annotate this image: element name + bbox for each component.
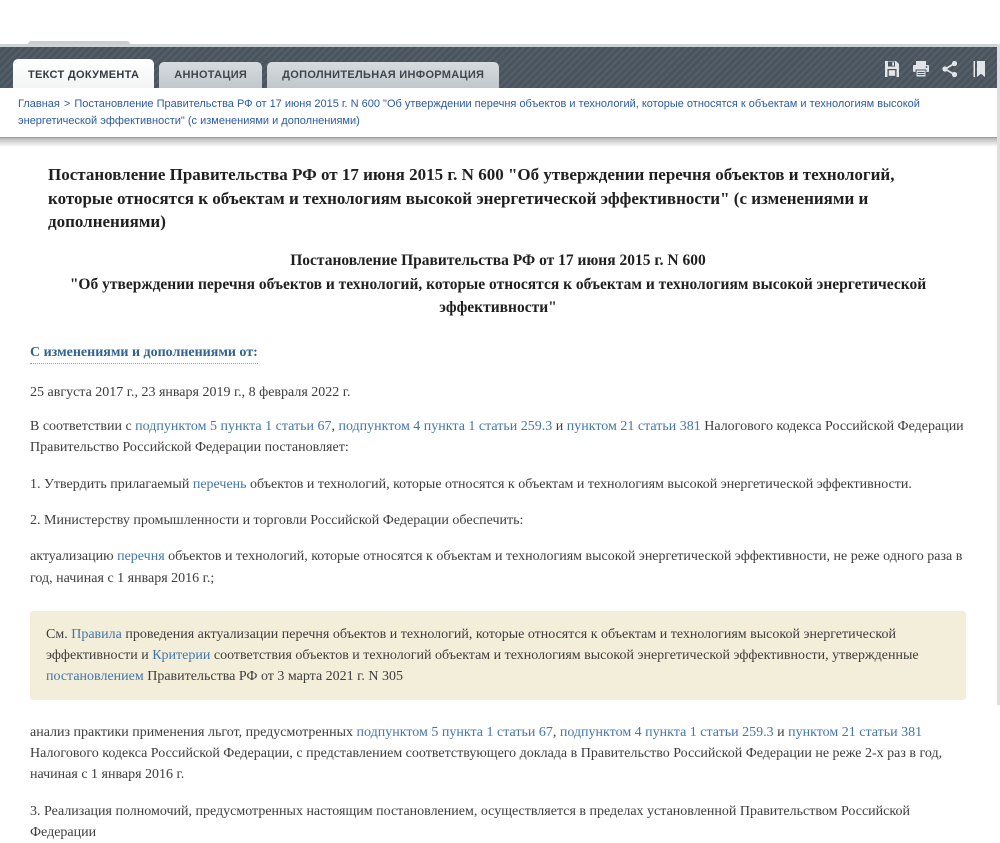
inline-link[interactable]: подпунктом 5 пункта 1 статьи 67 [356,724,553,740]
text-run: соответствия объектов и технологий объектам и технологиям высокой энергетической эффективности, утвержденные [210,647,919,663]
inline-link[interactable]: подпунктом 4 пункта 1 статьи 259.3 [559,724,774,740]
text-run: В соответствии с [30,419,136,435]
tab-dopolnitelnaya-informacia[interactable]: ДОПОЛНИТЕЛЬНАЯ ИНФОРМАЦИЯ [267,62,499,88]
paragraph-preamble [30,416,966,459]
text-run: 1. Утвердить прилагаемый [30,476,193,492]
paragraph-actualization [30,546,966,589]
breadcrumb [0,88,1000,137]
heading-line-1: Постановление Правительства РФ от 17 июня 2015 г. N 600 [290,252,706,270]
inline-link[interactable]: подпунктом 4 пункта 1 статьи 259.3 [338,419,553,435]
header-separator [0,137,1000,147]
text-run: актуализацию [30,549,118,565]
breadcrumb-home-link[interactable]: Главная [18,98,60,110]
inline-link[interactable]: перечень [192,476,247,492]
document-title: Постановление Правительства РФ от 17 июня 2015 г. N 600 "Об утверждении перечня объектов и технологий, которые относятся к объектам и технологиям высокой энергетической эффективности" (с изменениями и дополнениями) [48,165,895,231]
breadcrumb-current: Постановление Правительства РФ от 17 июня 2015 г. N 600 "Об утверждении перечня объектов и технологий, которые относятся к объектам и технологиям высокой энергетической эффективности" (с изменениями и дополнениями) [18,98,920,128]
document-tabs [13,59,504,88]
text-run: объектов и технологий, которые относятся к объектам и технологиям высокой энергетической эффективности. [246,476,912,492]
heading-line-2: "Об утверждении перечня объектов и технологий, которые относятся к объектам и технологиям высокой энергетической эффективности" [69,275,927,316]
text-run: проведения актуализации перечня объектов и технологий, которые относятся к объектам и технологиям высокой энергетической эффективности и [46,626,896,663]
text-run: Правительства РФ от 3 марта 2021 г. N 305 [143,668,403,684]
tab-text-dokumenta[interactable]: ТЕКСТ ДОКУМЕНТА [13,59,154,88]
text-run: См. [46,626,72,642]
paragraph-item-3 [30,801,966,843]
amendments-toggle-link[interactable]: С изменениями и дополнениями от: [30,345,258,364]
save-icon[interactable] [881,58,903,80]
amendment-dates: 25 августа 2017 г., 23 января 2019 г., 8 февраля 2022 г. [30,385,351,401]
inline-link[interactable]: пунктом 21 статьи 381 [566,419,701,435]
text-run: , [552,724,560,740]
text-run: объектов и технологий, которые относятся к объектам и технологиям высокой энергетической эффективности, не реже одного раза в год, начиная с 1 января 2016 г.; [30,549,963,586]
inline-link[interactable]: перечня [117,549,165,565]
inline-link[interactable]: постановлением [46,668,144,684]
inline-link[interactable]: Правила [71,626,122,642]
tab-annotacia[interactable]: АННОТАЦИЯ [159,62,262,88]
toolbar-icons [881,47,990,91]
document-heading [58,249,938,319]
inline-link[interactable]: Критерии [152,647,211,663]
text-run: , [331,419,339,435]
inline-link[interactable]: пунктом 21 статьи 381 [788,724,923,740]
text-run: 3. Реализация полномочий, предусмотренных настоящим постановлением, осуществляется в пределах установленной Правительством Российской Федерации [30,803,910,840]
text-run: и [773,724,789,740]
bookmark-icon[interactable] [968,58,990,80]
text-run: Налогового кодекса Российской Федерации, с представлением соответствующего доклада в Правительство Российской Федерации не реже 2-х раз в год, начиная с 1 января 2016 г. [30,746,943,783]
text-run: анализ практики применения льгот, предусмотренных [30,724,357,740]
print-icon[interactable] [910,58,932,80]
share-icon[interactable] [939,58,961,80]
top-whitespace [0,0,1000,44]
breadcrumb-separator: > [63,98,71,110]
inline-link[interactable]: подпунктом 5 пункта 1 статьи 67 [135,419,332,435]
paragraph-item-1 [30,474,966,495]
see-also-note [30,611,966,700]
paragraph-analysis [30,722,966,786]
paragraph-item-2 [30,510,966,531]
text-run: 2. Министерству промышленности и торговли Российской Федерации обеспечить: [30,513,524,528]
text-run: Налогового кодекса Российской Федерации Правительство Российской Федерации постановляет: [30,419,964,456]
text-run: и [552,419,567,435]
document-body [0,147,1000,843]
document-toolbar [0,44,1000,88]
